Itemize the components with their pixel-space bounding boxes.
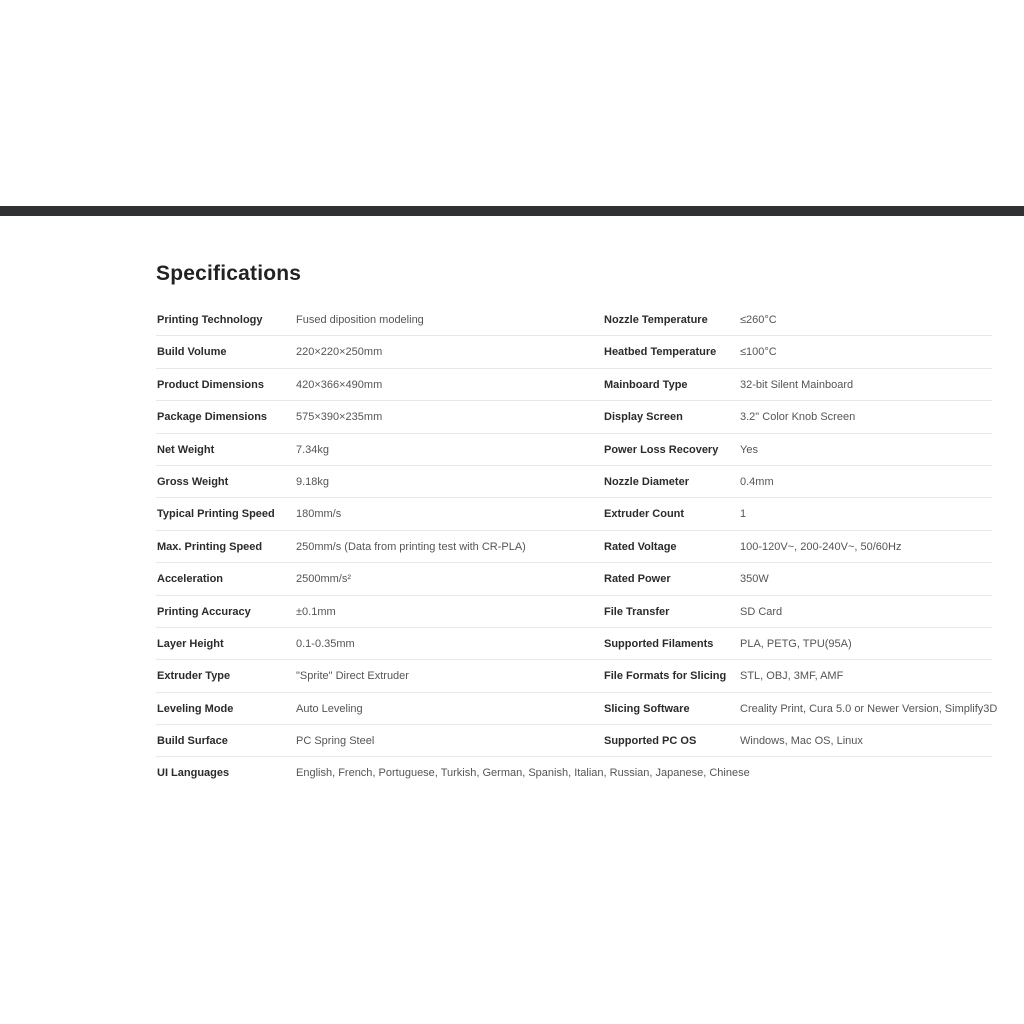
spec-value: ±0.1mm <box>296 605 336 618</box>
spec-value: STL, OBJ, 3MF, AMF <box>740 670 844 683</box>
spec-value: PC Spring Steel <box>296 735 375 748</box>
spec-label: Rated Voltage <box>604 540 677 553</box>
spec-row <box>156 660 992 692</box>
spec-value: 350W <box>740 573 769 586</box>
spec-value: 1 <box>740 508 747 521</box>
top-bar <box>0 206 1024 216</box>
spec-label: Printing Technology <box>157 314 263 326</box>
spec-row <box>156 304 992 336</box>
spec-label: Heatbed Temperature <box>604 346 717 359</box>
spec-value: 220×220×250mm <box>296 346 383 359</box>
spec-value: 32-bit Silent Mainboard <box>740 378 854 391</box>
spec-label: Extruder Count <box>604 508 685 521</box>
spec-value: Creality Print, Cura 5.0 or Newer Version, Simplify3D <box>740 702 998 715</box>
spec-label: Extruder Type <box>157 670 231 683</box>
spec-value: Auto Leveling <box>296 702 363 715</box>
spec-row <box>156 757 992 789</box>
spec-row <box>156 466 992 498</box>
spec-value: 575×390×235mm <box>296 411 383 424</box>
spec-row <box>156 434 992 466</box>
spec-value: Windows, Mac OS, Linux <box>740 735 863 748</box>
spec-label: File Formats for Slicing <box>604 670 727 683</box>
spec-value: 100-120V~, 200-240V~, 50/60Hz <box>740 540 902 553</box>
spec-label: Typical Printing Speed <box>157 508 275 521</box>
spec-label: Build Volume <box>157 346 227 359</box>
spec-label: Nozzle Diameter <box>604 475 689 488</box>
spec-label: Package Dimensions <box>157 411 268 424</box>
spec-row <box>156 369 992 401</box>
spec-row <box>156 531 992 563</box>
spec-value: 3.2" Color Knob Screen <box>740 411 856 424</box>
spec-label: Printing Accuracy <box>157 605 251 618</box>
spec-row <box>156 725 992 757</box>
spec-row <box>156 401 992 433</box>
spec-label: UI Languages <box>157 767 230 780</box>
spec-value: English, French, Portuguese, Turkish, German, Spanish, Italian, Russian, Japanese, Chinese <box>296 767 750 780</box>
spec-value: 180mm/s <box>296 508 342 521</box>
spec-label: Gross Weight <box>157 475 229 488</box>
spec-label: Supported Filaments <box>604 637 714 650</box>
spec-label: Build Surface <box>157 735 228 748</box>
spec-label: Net Weight <box>157 443 215 456</box>
spec-row <box>156 563 992 595</box>
spec-label: Acceleration <box>157 573 224 586</box>
spec-label: Leveling Mode <box>157 702 234 715</box>
spec-label: Layer Height <box>157 637 224 650</box>
spec-label: Slicing Software <box>604 702 690 715</box>
spec-value: Fused diposition modeling <box>296 314 424 326</box>
spec-row <box>156 693 998 725</box>
spec-value: 0.4mm <box>740 475 774 488</box>
spec-value: ≤100°C <box>740 346 777 359</box>
spec-row <box>156 628 992 660</box>
spec-row <box>156 336 992 368</box>
spec-label: Max. Printing Speed <box>157 540 263 553</box>
spec-value: 250mm/s (Data from printing test with CR-PLA) <box>296 540 526 553</box>
spec-label: Supported PC OS <box>604 735 697 748</box>
spec-label: Product Dimensions <box>157 378 264 391</box>
spec-label: Rated Power <box>604 573 671 586</box>
spec-value: 9.18kg <box>296 475 330 488</box>
spec-label: Power Loss Recovery <box>604 443 719 456</box>
spec-value: ≤260°C <box>740 314 777 326</box>
spec-table <box>156 304 998 790</box>
spec-value: PLA, PETG, TPU(95A) <box>740 637 852 650</box>
spec-value: 0.1-0.35mm <box>296 637 355 650</box>
spec-value: SD Card <box>740 605 783 618</box>
page-title: Specifications <box>156 262 302 285</box>
spec-label: Nozzle Temperature <box>604 314 708 326</box>
spec-label: Mainboard Type <box>604 378 688 391</box>
spec-value: 7.34kg <box>296 443 330 456</box>
spec-row <box>156 596 992 628</box>
spec-value: "Sprite" Direct Extruder <box>296 670 409 683</box>
spec-value: Yes <box>740 443 758 456</box>
spec-value: 2500mm/s² <box>296 573 352 586</box>
spec-label: Display Screen <box>604 411 683 424</box>
spec-label: File Transfer <box>604 605 670 618</box>
spec-row <box>156 498 992 530</box>
spec-value: 420×366×490mm <box>296 378 383 391</box>
